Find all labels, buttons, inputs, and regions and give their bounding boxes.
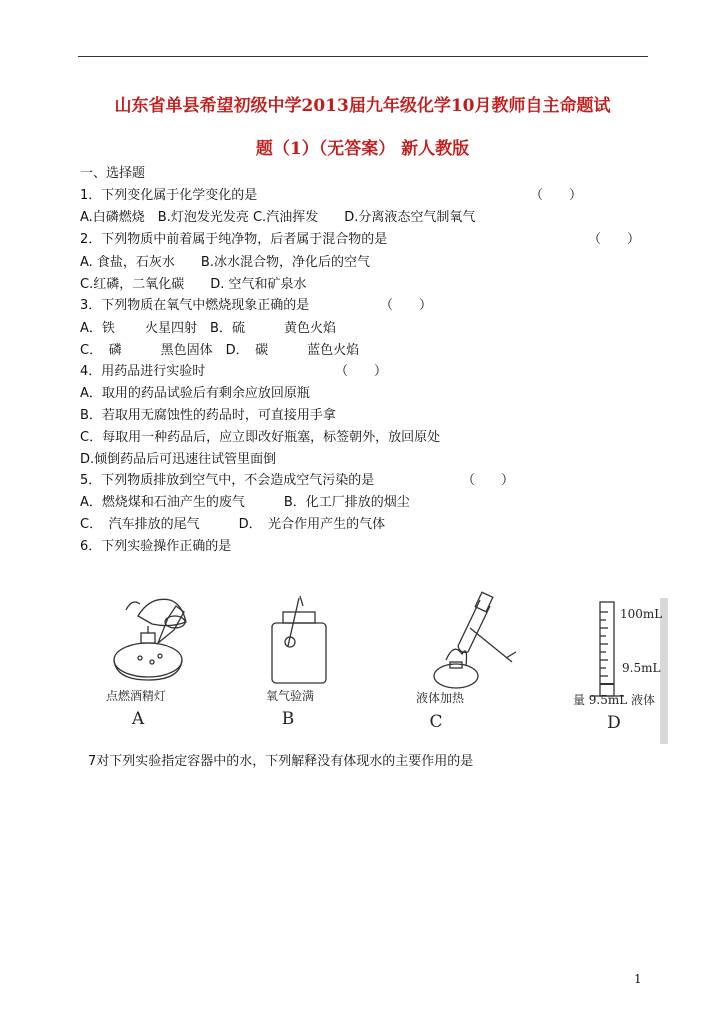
question-1-options: A.白磷燃烧 B.灯泡发光发亮 C.汽油挥发 D.分离液态空气制氧气	[80, 210, 476, 225]
question-5-answer-paren: （ ）	[462, 473, 515, 488]
question-4-option-d: D.倾倒药品后可迅速往试管里面倒	[80, 452, 277, 467]
question-2-options-cd: C.红磷，二氧化碳 D. 空气和矿泉水	[80, 277, 307, 292]
panel-a-caption: 点燃酒精灯	[105, 689, 167, 703]
cylinder-mark-label: 9.5mL	[622, 661, 661, 675]
graduated-cylinder-illustration	[590, 602, 624, 696]
question-4-option-a: A．取用的药品试验后有剩余应放回原瓶	[80, 386, 310, 401]
gas-bottle-illustration	[272, 596, 326, 683]
panel-b-letter: B	[281, 709, 295, 729]
question-3-stem: 3．下列物质在氧气中燃烧现象正确的是	[80, 298, 310, 313]
question-3-answer-paren: （ ）	[380, 298, 433, 313]
page-title-line-2: 题（1）（无答案） 新人教版	[255, 139, 470, 159]
question-7-stem: 7对下列实验指定容器中的水，下列解释没有体现水的主要作用的是	[88, 754, 474, 769]
section-heading: 一、选择题	[80, 166, 146, 181]
question-5-options-ab: A．燃烧煤和石油产生的废气 B．化工厂排放的烟尘	[80, 495, 410, 510]
question-2-options-ab: A. 食盐，石灰水 B.冰水混合物，净化后的空气	[80, 255, 370, 270]
page-number: 1	[634, 972, 642, 986]
alcohol-lamp-illustration	[114, 599, 186, 680]
heating-test-tube-illustration	[434, 592, 516, 688]
lab-operations-figure	[0, 588, 725, 748]
panel-b-caption: 氧气验满	[265, 689, 315, 703]
cylinder-top-label: 100mL	[620, 607, 663, 621]
question-6-stem: 6．下列实验操作正确的是	[80, 539, 232, 554]
question-5-stem: 5．下列物质排放到空气中，不会造成空气污染的是	[80, 473, 375, 488]
question-3-options-cd: C． 磷 黑色固体 D． 碳 蓝色火焰	[80, 343, 360, 358]
panel-d-letter: D	[607, 713, 621, 733]
question-2-stem: 2．下列物质中前着属于纯净物，后者属于混合物的是	[80, 232, 388, 247]
question-5-options-cd: C． 汽车排放的尾气 D． 光合作用产生的气体	[80, 517, 386, 532]
panel-c-letter: C	[429, 712, 443, 732]
panel-a-letter: A	[131, 709, 145, 729]
question-1-stem: 1．下列变化属于化学变化的是	[80, 188, 258, 203]
panel-d-caption: 量 9.5mL 液体	[572, 693, 656, 707]
question-4-option-c: C．每取用一种药品后，应立即改好瓶塞，标签朝外，放回原处	[80, 430, 441, 445]
question-3-options-ab: A．铁 火星四射 B．硫 黄色火焰	[80, 321, 336, 336]
page-title-line-1: 山东省单县希望初级中学2013届九年级化学10月教师自主命题试	[114, 96, 611, 116]
header-rule	[78, 56, 648, 57]
question-4-stem: 4．用药品进行实验时	[80, 364, 206, 379]
question-1-answer-paren: （ ）	[530, 188, 583, 203]
panel-c-caption: 液体加热	[415, 691, 465, 705]
question-4-option-b: B．若取用无腐蚀性的药品时，可直接用手拿	[80, 408, 336, 423]
question-4-answer-paren: （ ）	[335, 364, 388, 379]
question-2-answer-paren: （ ）	[588, 232, 641, 247]
